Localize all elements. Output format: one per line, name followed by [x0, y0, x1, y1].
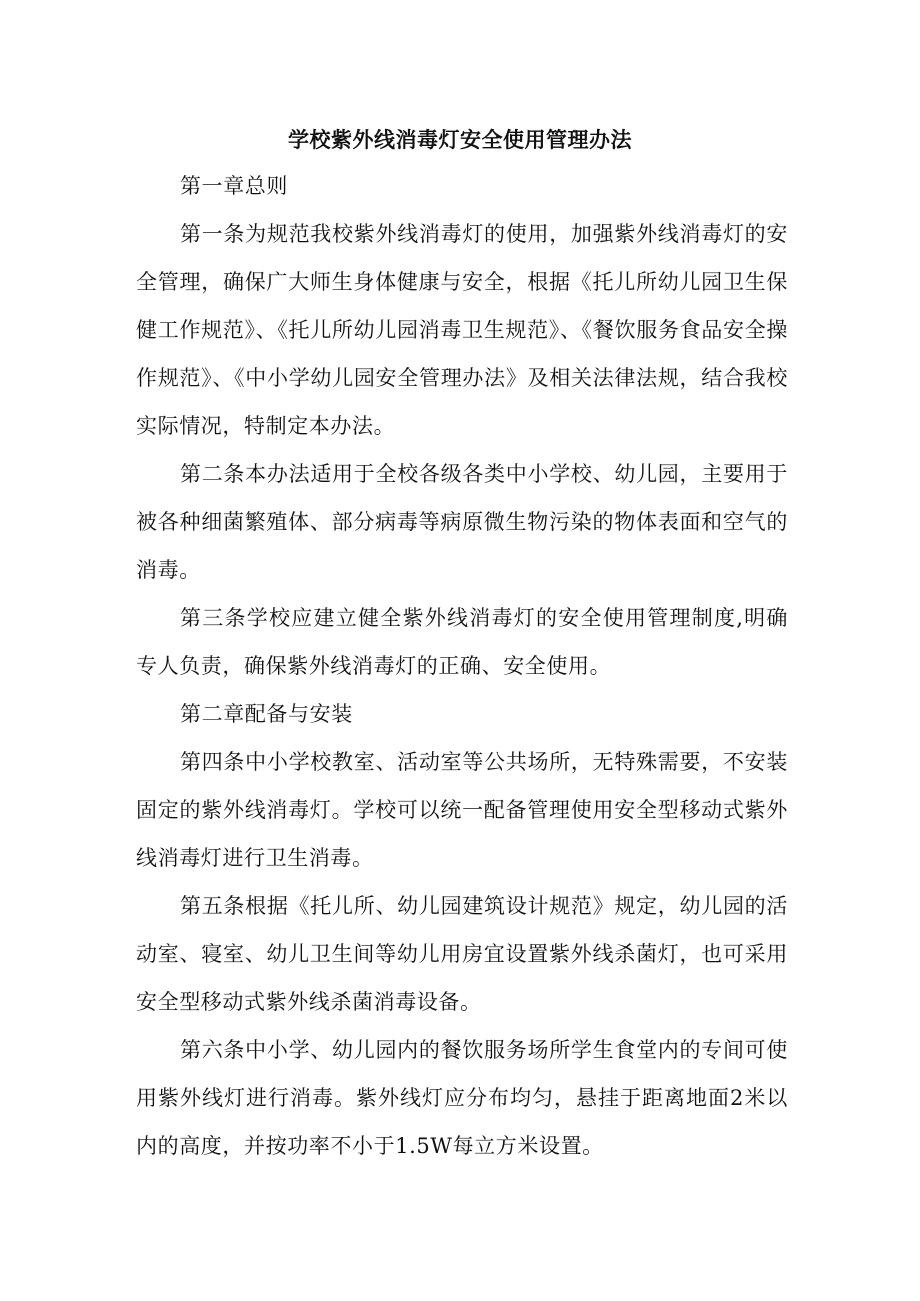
- article-5: 第五条根据《托儿所、幼儿园建筑设计规范》规定，幼儿园的活动室、寝室、幼儿卫生间等幼儿用房宜设置紫外线杀菌灯，也可采用安全型移动式紫外线杀菌消毒设备。: [136, 894, 788, 1014]
- article-3: 第三条学校应建立健全紫外线消毒灯的安全使用管理制度,明确专人负责，确保紫外线消毒灯的正确、安全使用。: [136, 606, 788, 678]
- article-4: 第四条中小学校教室、活动室等公共场所，无特殊需要，不安装固定的紫外线消毒灯。学校可以统一配备管理使用安全型移动式紫外线消毒灯进行卫生消毒。: [136, 750, 788, 870]
- article-1: 第一条为规范我校紫外线消毒灯的使用，加强紫外线消毒灯的安全管理，确保广大师生身体健康与安全，根据《托儿所幼儿园卫生保健工作规范》、《托儿所幼儿园消毒卫生规范》、《餐饮服务食品安全操作规范》、《中小学幼儿园安全管理办法》及相关法律法规，结合我校实际情况，特制定本办法。: [136, 222, 788, 438]
- chapter-heading-2: 第二章配备与安装: [180, 702, 353, 726]
- chapter-heading-1: 第一章总则: [180, 174, 288, 198]
- document-title: 学校紫外线消毒灯安全使用管理办法: [288, 127, 632, 152]
- article-6: 第六条中小学、幼儿园内的餐饮服务场所学生食堂内的专间可使用紫外线灯进行消毒。紫外线灯应分布均匀，悬挂于距离地面2米以内的高度，并按功率不小于1.5W每立方米设置。: [136, 1038, 788, 1158]
- article-2: 第二条本办法适用于全校各级各类中小学校、幼儿园，主要用于被各种细菌繁殖体、部分病毒等病原微生物污染的物体表面和空气的消毒。: [136, 462, 788, 582]
